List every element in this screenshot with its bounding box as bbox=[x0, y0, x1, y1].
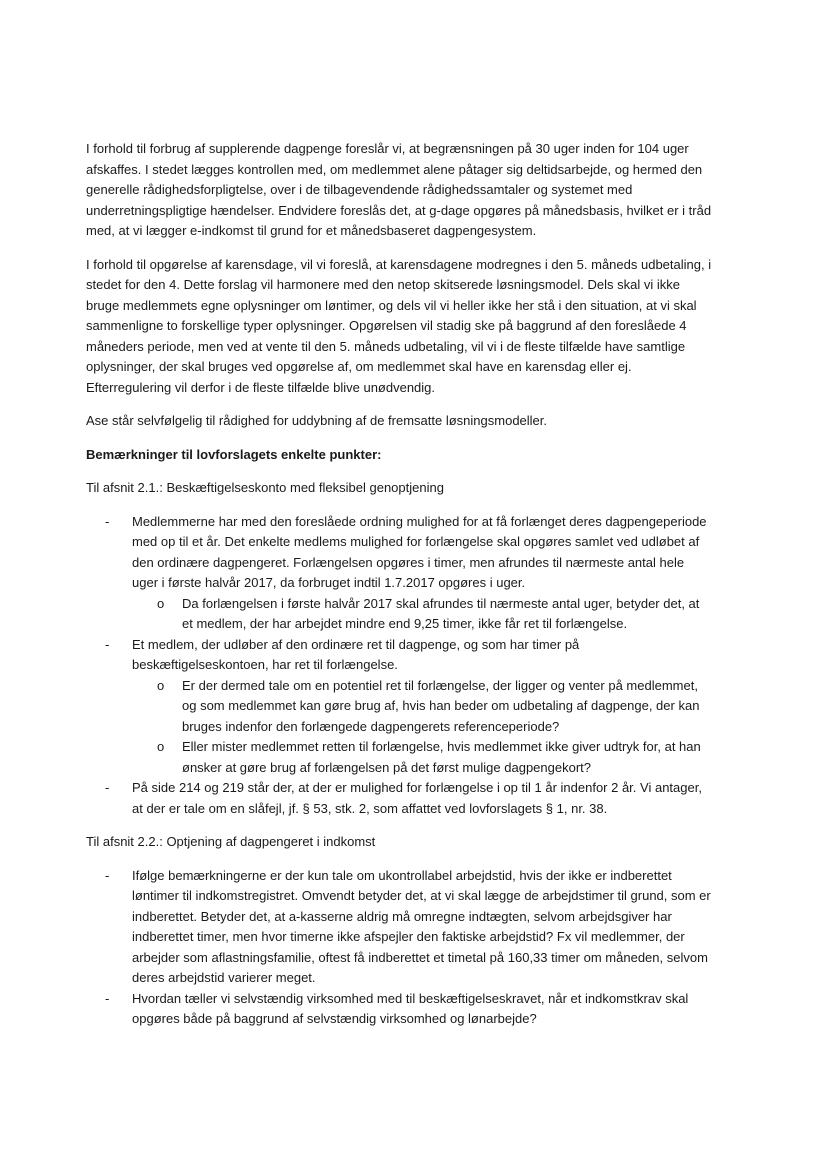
section-title-2-1: Til afsnit 2.1.: Beskæftigelseskonto med fleksibel genoptjening bbox=[86, 480, 444, 495]
list-item-text: Hvordan tæller vi selvstændig virksomhed med til beskæftigelseskravet, når et indkomstkrav skal opgøres både på baggrund af selvstændig virksomhed og lønarbejde? bbox=[132, 990, 689, 1026]
circle-bullet: o bbox=[157, 739, 165, 754]
section-2-2-list bbox=[86, 866, 712, 1030]
sub-list-item bbox=[86, 737, 712, 778]
dash-bullet: - bbox=[105, 780, 110, 795]
paragraph-karensdage: I forhold til opgørelse af karensdage, vil vi foreslå, at karensdagene modregnes i den 5. måneds udbetaling, i stedet for den 4. Dette forslag vil harmonere med den netop skitserede løsningsmodel. Dels skal vi ikke bruge medlemmets egne oplysninger om løntimer, og dels vil vi heller ikke her stå i den situation, at vi skal sammenligne to forskellige typer oplysninger. Opgørelsen vil stadig ske på baggrund af den foreslåede 4 måneders periode, men ved at vente til den 5. måneds udbetaling, vil vi i de fleste tilfælde have samtlige oplysninger, der skal bruges ved opgørelse af, om medlemmet skal have en karensdag eller ej. Efterregulering vil derfor i de fleste tilfælde blive unødvendig. bbox=[86, 256, 712, 395]
sub-list-item-text: Da forlængelsen i første halvår 2017 skal afrundes til nærmeste antal uger, betyder det, at et medlem, der har arbejdet mindre end 9,25 timer, ikke får ret til forlængelse. bbox=[182, 595, 700, 631]
circle-bullet: o bbox=[157, 595, 165, 611]
dash-bullet: - bbox=[105, 867, 110, 883]
section-heading-bemaerkninger: Bemærkninger til lovforslagets enkelte punkter: bbox=[86, 446, 382, 462]
section-2-1-list bbox=[86, 512, 712, 820]
sub-list-item bbox=[86, 676, 712, 738]
section-title-2-2: Til afsnit 2.2.: Optjening af dagpengeret i indkomst bbox=[86, 834, 376, 849]
list-item bbox=[86, 512, 712, 635]
paragraph-ase-raadighed: Ase står selvfølgelig til rådighed for uddybning af de fremsatte løsningsmodeller. bbox=[86, 413, 548, 428]
list-item-text: Et medlem, der udløber af den ordinære ret til dagpenge, og som har timer på beskæftigelseskontoen, har ret til forlængelse. bbox=[132, 636, 580, 672]
list-item bbox=[86, 635, 712, 779]
list-item-text: Ifølge bemærkningerne er der kun tale om ukontrollabel arbejdstid, hvis der ikke er indberettet løntimer til indkomstregistret. Omvendt betyder det, at vi skal lægge de arbejdstimer til grund, som er indberettet. Betyder det, at a-kasserne aldrig må omregne indtægten, selvom arbejdsgiver har indberettet timer, men hvor timerne ikke afspejler den faktiske arbejdstid? Fx vil medlemmer, der arbejder som aflastningsfamilie, oftest få indberettet et timetal på 160,33 timer om måneden, selvom deres arbejdstid varierer meget. bbox=[132, 867, 711, 985]
sub-list-item-text: Er der dermed tale om en potentiel ret til forlængelse, der ligger og venter på medlemmet, og som medlemmet kan gøre brug af, hvis han beder om udbetaling af dagpenge, der kan bruges indenfor den forlængede dagpengerets referenceperiode? bbox=[182, 677, 700, 734]
sub-list bbox=[132, 676, 712, 779]
list-item-text: På side 214 og 219 står der, at der er mulighed for forlængelse i op til 1 år indenfor 2 år. Vi antager, at der er tale om en slåfejl, jf. § 53, stk. 2, som affattet ved lovforslagets § 1, nr. 38. bbox=[132, 780, 702, 816]
list-item-text: Medlemmerne har med den foreslåede ordning mulighed for at få forlænget deres dagpengeperiode med op til et år. Det enkelte medlems mulighed for forlængelse skal opgøres samlet ved udløbet af den ordinære dagpengeret. Forlængelsen opgøres i timer, men afrundes til nærmeste antal hele uger i første halvår 2017, da forbruget indtil 1.7.2017 opgøres i uger. bbox=[132, 513, 707, 590]
list-item bbox=[86, 866, 712, 989]
document-body bbox=[86, 139, 712, 1043]
circle-bullet: o bbox=[157, 677, 165, 693]
sub-list bbox=[132, 594, 712, 635]
sub-list-item-text: Eller mister medlemmet retten til forlængelse, hvis medlemmet ikke giver udtryk for, at han ønsker at gøre brug af forlængelsen på det først mulige dagpengekort? bbox=[182, 739, 701, 775]
list-item bbox=[86, 989, 712, 1030]
sub-list-item bbox=[86, 594, 712, 635]
dash-bullet: - bbox=[105, 990, 110, 1006]
dash-bullet: - bbox=[105, 513, 110, 529]
dash-bullet: - bbox=[105, 636, 110, 652]
paragraph-supplerende-dagpenge: I forhold til forbrug af supplerende dagpenge foreslår vi, at begrænsningen på 30 uger inden for 104 uger afskaffes. I stedet lægges kontrollen med, om medlemmet alene påtager sig deltidsarbejde, og hermed den generelle rådighedsforpligtelse, over i de tilbagevendende rådighedssamtaler og systemet med underretningspligtige hændelser. Endvidere foreslås det, at g-dage opgøres på månedsbasis, hvilket er i tråd med, at vi lægger e-indkomst til grund for et månedsbaseret dagpengesystem. bbox=[86, 141, 712, 238]
list-item bbox=[86, 778, 712, 819]
